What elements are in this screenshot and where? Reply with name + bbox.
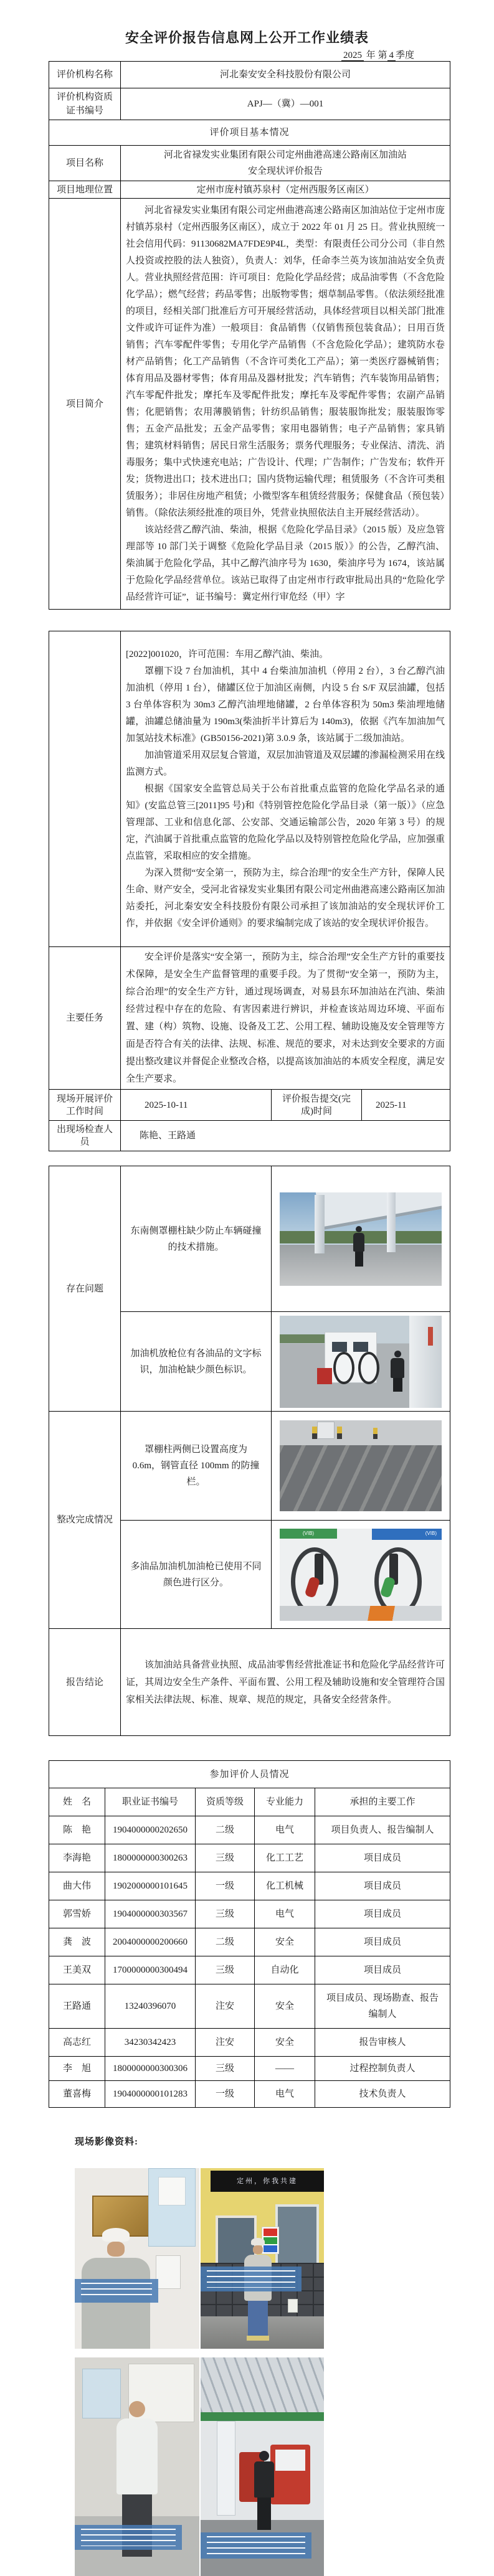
inspectors-value: 陈艳、王路通 [121, 1121, 450, 1151]
person-head [356, 1226, 362, 1232]
dates-row [49, 1090, 450, 1121]
person-role: 项目负责人、报告编制人 [315, 1816, 450, 1844]
person-role: 过程控制负责人 [315, 2057, 450, 2081]
project-location-row [49, 181, 450, 199]
inspectors-label: 出现场检查人员 [49, 1121, 121, 1151]
issue-2-text: 加油机放枪位有各油品的文字标识，加油枪缺少颜色标识。 [121, 1312, 272, 1412]
face [107, 2242, 125, 2257]
onsite-time-label: 现场开展评价工作时间 [49, 1090, 121, 1121]
posted-document [156, 2255, 181, 2289]
col-header-name: 姓 名 [49, 1788, 105, 1816]
person-head [394, 1351, 401, 1357]
person-legs [257, 2498, 271, 2530]
project-location-label: 项目地理位置 [49, 181, 121, 199]
fixes-label: 整改完成情况 [49, 1412, 121, 1629]
project-intro-label-empty [49, 631, 121, 947]
issue-row-1 [49, 1166, 450, 1312]
watermark-text-lines [81, 2529, 176, 2546]
person-specialty: 安全 [255, 1984, 315, 2029]
col-header-cert: 职业证书编号 [105, 1788, 196, 1816]
person-level: 三级 [196, 1844, 255, 1872]
person-level: 一级 [196, 1872, 255, 1900]
personnel-row [49, 1816, 450, 1844]
intro-paragraph-2: 该站经营乙醇汽油、柴油，根据《危险化学品目录》（2015 版）及应急管理部等 10 部门关于调整《危险化学品目录（2015 版）》的公告，乙醇汽油、柴油属于危险化学品，其中乙醇汽油序号为 1630，柴油序号为 1674，该站属于危险化学品经营单位。该站已取得了由定州市行政审批局出具的“危险化学品经营许可证”，证书编号：冀定州行审危经（甲）字 [126, 524, 445, 602]
white-cap [102, 2228, 130, 2242]
personnel-row [49, 2081, 450, 2108]
project-section-title: 评价项目基本情况 [49, 120, 450, 146]
person-role: 技术负责人 [315, 2081, 450, 2108]
person-cert: 1902000000101645 [105, 1872, 196, 1900]
person-body [353, 1233, 364, 1252]
project-intro-continued-row [49, 631, 450, 947]
media-section-heading: 现场影像资料: [75, 2137, 138, 2147]
issue-2-photo-cell [272, 1312, 450, 1412]
site-photo-inspector-wall [75, 2357, 199, 2576]
person-cert: 34230342423 [105, 2029, 196, 2057]
person-name: 高志红 [49, 2029, 105, 2057]
person-name: 王路通 [49, 1984, 105, 2029]
personnel-row [49, 1872, 450, 1900]
fix-1-photo-cell [272, 1412, 450, 1521]
person-role: 报告审核人 [315, 2029, 450, 2057]
led-sign [211, 2171, 324, 2192]
watermark-text-lines [81, 2283, 152, 2299]
person-specialty: 自动化 [255, 1956, 315, 1984]
green-product-strip [280, 1529, 337, 1539]
col-header-level: 资质等级 [196, 1788, 255, 1816]
conclusion-paragraph: 该加油站具备营业执照、成品油零售经营批准证书和危险化学品经营许可证，其周边安全生产条件、平面布置、公用工程及辅助设施和安全管理符合国家相关法律法规、标准、规章、规范的规定，具备安全经营条件。 [126, 1659, 445, 1705]
price-tag-red [264, 2229, 277, 2236]
person-role: 项目成员 [315, 1928, 450, 1956]
agency-name-row [49, 62, 450, 88]
issues-label: 存在问题 [49, 1166, 121, 1412]
green-fascia-strip [201, 2412, 324, 2421]
agency-name-label: 评价机构名称 [49, 62, 121, 88]
conclusion-text-cell [121, 1629, 450, 1736]
fix-1-text: 罩棚柱两侧已设置高度为 0.6m，钢管直径 100mm 的防撞栏。 [121, 1412, 272, 1521]
person-name: 曲大伟 [49, 1872, 105, 1900]
person-specialty: 化工工艺 [255, 1844, 315, 1872]
person-level: 三级 [196, 1956, 255, 1984]
person-name: 龚 波 [49, 1928, 105, 1956]
pillar-sign [428, 1327, 433, 1346]
bollard [312, 1427, 317, 1439]
period-year: 2025 [341, 50, 364, 61]
shoes [247, 2336, 269, 2341]
person-cert: 13240396070 [105, 1984, 196, 2029]
inspector-figure [253, 2451, 275, 2532]
person-name: 郭雪娇 [49, 1900, 105, 1928]
person-specialty: 电气 [255, 1816, 315, 1844]
onsite-time-value: 2025-10-11 [121, 1090, 272, 1121]
person-body [391, 1358, 404, 1378]
photo-watermark [201, 2267, 302, 2291]
fix-photo-bollards [280, 1420, 442, 1511]
project-name-row [49, 146, 450, 181]
period-tail-text: 季度 [396, 50, 415, 60]
person-cert: 2004000000200660 [105, 1928, 196, 1956]
site-photo-office [75, 2168, 199, 2349]
person-head [259, 2451, 269, 2461]
grey-jacket [82, 2258, 150, 2349]
main-task-label: 主要任务 [49, 947, 121, 1090]
fix-photo-nozzles [280, 1529, 442, 1621]
report-time-value: 2025-11 [362, 1090, 450, 1121]
red-cabinet [317, 1368, 332, 1384]
report-period [341, 48, 414, 61]
personnel-section-row [49, 1761, 450, 1788]
personnel-row [49, 1844, 450, 1872]
blue-product-strip [372, 1529, 442, 1540]
person-legs [355, 1252, 363, 1267]
site-photo-dispenser-check [201, 2357, 324, 2576]
person-role: 项目成员、现场勘查、报告编制人 [315, 1984, 450, 2029]
product-tag-left: (VIB) [302, 1530, 315, 1536]
person-specialty: 安全 [255, 1928, 315, 1956]
person-level: 注安 [196, 1984, 255, 2029]
project-detail-table [49, 631, 450, 1151]
posted-document [158, 2177, 186, 2206]
blue-jeans [248, 2301, 268, 2336]
person-cert: 1904000000303567 [105, 1900, 196, 1928]
project-name-value [121, 146, 450, 181]
person-figure [352, 1226, 366, 1267]
person-name: 李海艳 [49, 1844, 105, 1872]
person-level: 一级 [196, 2081, 255, 2108]
asphalt-markings [280, 1445, 442, 1511]
issues-review-table [49, 1166, 450, 1736]
person-role: 项目成员 [315, 1844, 450, 1872]
face [253, 2245, 263, 2254]
project-intro-row [49, 199, 450, 610]
personnel-row [49, 1900, 450, 1928]
dispenser-panel [275, 2450, 305, 2471]
conclusion-row [49, 1629, 450, 1736]
intro-paragraph-4: 罩棚下设 7 台加油机，其中 4 台柴油加油机（停用 2 台），3 台乙醇汽油加油机（停用 1 台），储罐区位于加油区南侧，内设 5 台 S/F 双层油罐，包括 3 台单体容积为 30m3 乙醇汽油埋地储罐，2 台单体容积为 50m3 柴油埋地储罐，油罐总储油量为 190m3(柴油折半计算后为 140m3)，依据《汽车加油加气加氢站技术标准》(GB50156-2021)第 3.0.9 条，该站属于二级加油站。 [126, 666, 445, 743]
project-intro-label: 项目简介 [49, 199, 121, 610]
person-cert: 1800000000300306 [105, 2057, 196, 2081]
photo-watermark [201, 2532, 311, 2559]
person-figure [389, 1351, 406, 1392]
watermark-text-lines [207, 2270, 295, 2288]
personnel-row [49, 1984, 450, 2029]
personnel-row [49, 1956, 450, 1984]
personnel-row [49, 1928, 450, 1956]
concrete-strip [280, 1420, 442, 1445]
person-name: 李 旭 [49, 2057, 105, 2081]
project-name-label: 项目名称 [49, 146, 121, 181]
inspectors-row [49, 1121, 450, 1151]
pillar-base [317, 1422, 335, 1439]
person-specialty: —— [255, 2057, 315, 2081]
person-specialty: 电气 [255, 2081, 315, 2108]
issue-1-photo-cell [272, 1166, 450, 1312]
person-role: 项目成员 [315, 1956, 450, 1984]
bollard [337, 1427, 342, 1439]
project-name-line1: 河北省禄发实业集团有限公司定州曲港高速公路南区加油站 [163, 150, 407, 160]
issue-photo-canopy [280, 1192, 442, 1286]
project-name-line2: 安全现状评价报告 [247, 166, 323, 176]
person-name: 董喜梅 [49, 2081, 105, 2108]
col-header-role: 承担的主要工作 [315, 1788, 450, 1816]
cap [251, 2238, 265, 2245]
hose-loop [358, 1352, 379, 1384]
led-sign-text: 定州，你我共建 [237, 2177, 298, 2185]
fix-row-1 [49, 1412, 450, 1521]
person-level: 二级 [196, 1816, 255, 1844]
person-cert: 1800000000300263 [105, 1844, 196, 1872]
person-body [254, 2461, 274, 2498]
personnel-table [49, 1760, 450, 2108]
person-role: 项目成员 [315, 1900, 450, 1928]
intro-paragraph-7: 为深入贯彻“安全第一，预防为主，综合治理”的安全生产方针，保障人民生命、财产安全，受河北省禄发实业集团有限公司定州曲港高速公路南区加油站委托，河北秦安安全科技股份有限公司承担了该加油站的安全现状评价工作，并依据《安全评价通则》的要求编制完成了该站的安全现状评价报告。 [126, 867, 445, 928]
person-legs [393, 1378, 402, 1392]
hose-loop [333, 1352, 354, 1384]
white-shirt [116, 2418, 158, 2494]
person-level: 二级 [196, 1928, 255, 1956]
person-name: 陈 艳 [49, 1816, 105, 1844]
fix-2-text: 多油品加油机加油枪已使用不同颜色进行区分。 [121, 1521, 272, 1629]
agency-name-value: 河北秦安安全科技股份有限公司 [121, 62, 450, 88]
canopy-pillar [409, 1316, 442, 1408]
canopy-ceiling-truss [201, 2357, 324, 2412]
period-quarter: 4 [387, 50, 396, 61]
agency-cert-label: 评价机构资质证书编号 [49, 88, 121, 120]
page-title: 安全评价报告信息网上公开工作业绩表 [125, 30, 369, 45]
project-intro-text-page2 [121, 631, 450, 947]
issue-1-text: 东南侧罩棚柱缺少防止车辆碰撞的技术措施。 [121, 1166, 272, 1312]
personnel-row [49, 2057, 450, 2081]
product-tag-right: (VIB) [425, 1530, 437, 1536]
person-level: 注安 [196, 2029, 255, 2057]
main-task-text [121, 947, 450, 1090]
project-section-row [49, 120, 450, 146]
agency-project-table [49, 61, 450, 610]
agency-cert-row [49, 88, 450, 120]
canopy-pillar [217, 2421, 235, 2516]
head [129, 2401, 145, 2417]
personnel-row [49, 2029, 450, 2057]
project-intro-text-page1 [121, 199, 450, 610]
main-task-paragraph: 安全评价是落实“安全第一，预防为主，综合治理”安全生产方针的重要技术保障，是安全生产监督管理的重要手段。为了贯彻“安全第一，预防为主，综合治理”的安全生产方针，通过现场调查，对易县东环加油站在汽油、柴油经营过程中存在的危险、有害因素进行辨识，并检查该站周边环境、平面布置、建（构）筑物、设施、设备及工艺、公用工程、辅助设施及安全管理等方面是否符合有关的法律、法规、标准、规范的要求，对未达到安全要求的方面提出整改建议并督促企业整改合格，以提高该加油站的本质安全程度，满足安全生产要求。 [126, 952, 445, 1084]
conclusion-label: 报告结论 [49, 1629, 121, 1736]
person-cert: 1700000000300494 [105, 1956, 196, 1984]
report-time-label: 评价报告提交(完成)时间 [272, 1090, 362, 1121]
person-name: 王美双 [49, 1956, 105, 1984]
bollard [373, 1428, 378, 1439]
person-level: 三级 [196, 1900, 255, 1928]
project-location-value: 定州市庞村镇苏泉村（定州西服务区南区） [121, 181, 450, 199]
water-jug [288, 2299, 298, 2313]
intro-paragraph-3: [2022]001020，许可范围：车用乙醇汽油、柴油。 [126, 649, 328, 659]
personnel-section-title: 参加评价人员情况 [49, 1761, 450, 1788]
person-specialty: 电气 [255, 1900, 315, 1928]
watermark-text-lines [207, 2536, 305, 2555]
dispenser-livery-swoosh [280, 1606, 442, 1621]
canopy-pillar [315, 1195, 325, 1253]
agency-cert-value: APJ—（冀）—001 [121, 88, 450, 120]
canopy-pillar [387, 1192, 396, 1252]
person-cert: 1904000000101283 [105, 2081, 196, 2108]
col-header-specialty: 专业能力 [255, 1788, 315, 1816]
person-role: 项目成员 [315, 1872, 450, 1900]
issue-photo-dispenser [280, 1316, 442, 1408]
photo-watermark [75, 2525, 182, 2550]
fix-2-photo-cell [272, 1521, 450, 1629]
person-specialty: 化工机械 [255, 1872, 315, 1900]
dispenser-screen [332, 1342, 347, 1352]
personnel-header-row [49, 1788, 450, 1816]
photo-watermark [75, 2279, 158, 2303]
intro-paragraph-6: 根据《国家安全监管总局关于公布首批重点监管的危险化学品名录的通知》(安监总管三[2011]95 号)和《特别管控危险化学品目录（第一版）》（应急管理部、工业和信息化部、公安部、交通运输部公告，2020 年第 3 号）的规定，汽油属于首批重点监管的危险化学品以及特别管控危险化学品，应加强重点监管，采取相应的安全措施。 [126, 783, 445, 861]
intro-paragraph-5: 加油管道采用双层复合管道，双层加油管道及双层罐的渗漏检测采用在线监测方式。 [126, 750, 445, 777]
person-specialty: 安全 [255, 2029, 315, 2057]
dispenser-screen [353, 1342, 368, 1352]
period-mid-text: 年 第 [364, 50, 387, 60]
person-cert: 1904000000202650 [105, 1816, 196, 1844]
main-task-row [49, 947, 450, 1090]
person-level: 三级 [196, 2057, 255, 2081]
red-dispenser [270, 2445, 310, 2504]
site-photo-storefront [201, 2168, 324, 2349]
intro-paragraph-1: 河北省禄发实业集团有限公司定州曲港高速公路南区加油站位于定州市庞村镇苏泉村（定州西服务区南区），成立于 2022 年 01 月 25 日。营业执照统一社会信用代码：91130682MA7FDE9P4L，类型：有限责任公司分公司（非自然人投资或控股的法人独资），负责人：刘华，任命李兰英为该加油站安全负责人。营业执照经营范围：许可项目：危险化学品经营；成品油零售（不含危险化学品）；燃气经营；药品零售；出版物零售；烟草制品零售。（依法须经批准的项目，经相关部门批准后方可开展经营活动，具体经营项目以相关部门批准文件或许可证件为准）一般项目：食品销售（仅销售预包装食品）；日用百货销售；汽车零配件零售；专用化学产品销售（不含危险化学品）；建筑防水卷材产品销售；化工产品销售（不含许可类化工产品）；第一类医疗器械销售；体育用品及器材零售；体育用品及器材批发；汽车销售；汽车装饰用品销售；汽车零配件批发；摩托车及零配件批发；摩托车及零配件零售；农副产品销售；化肥销售；农用薄膜销售；针纺织品销售；服装服饰批发；服装服饰零售；五金产品批发；五金产品零售；家用电器销售；电子产品销售；家具销售；建筑材料销售；居民日常生活服务；票务代理服务；专业保洁、清洗、消毒服务；集中式快速充电站；广告设计、代理；广告制作；广告发布；软件开发；货物进出口；技术进出口；国内货物运输代理；租赁服务（不含许可类租赁服务）；非居住房地产租赁；小微型客车租赁经营服务；保健食品（预包装）销售。（除依法须经批准的项目外，凭营业执照依法自主开展经营活动）。 [126, 205, 445, 518]
